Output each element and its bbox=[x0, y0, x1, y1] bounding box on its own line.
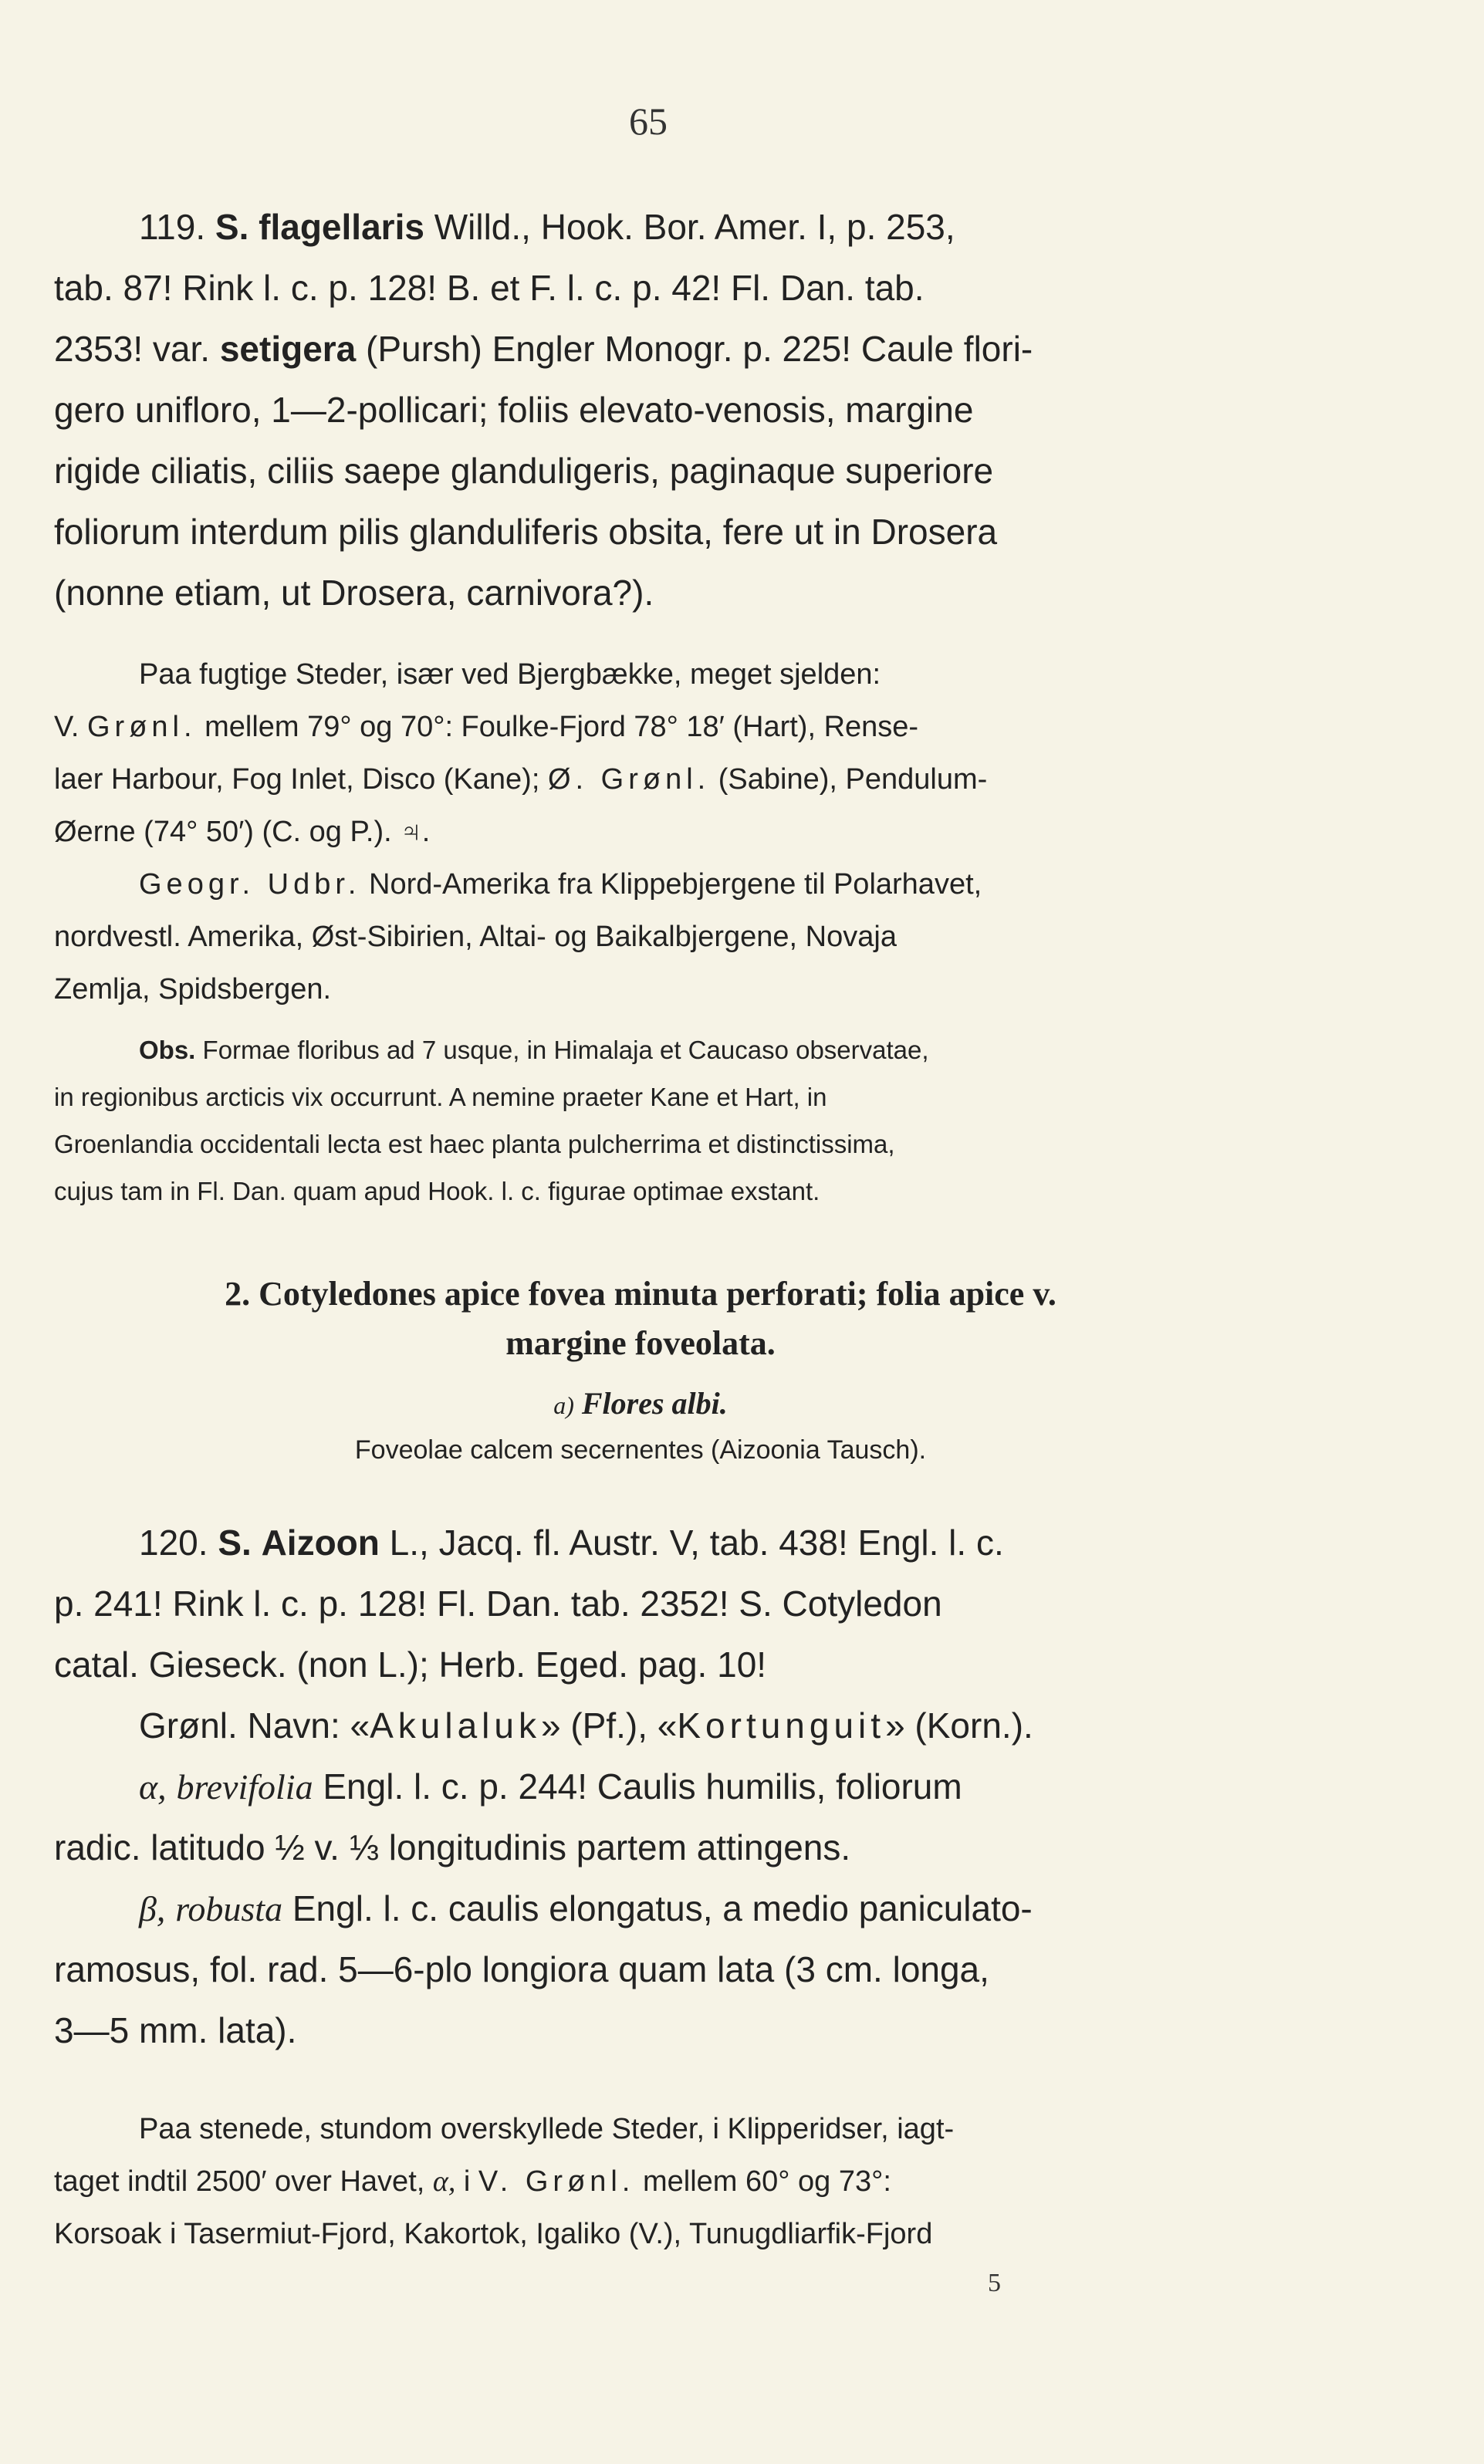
subsection-description: Foveolae calcem secernentes (Aizoonia Tausch). bbox=[354, 1435, 927, 1465]
variety-name: setigera bbox=[219, 329, 357, 369]
entry-119-line: (nonne etiam, ut Drosera, carnivora?). bbox=[54, 573, 654, 613]
variety-name: brevifolia bbox=[176, 1767, 313, 1807]
entry-119-line: rigide ciliatis, ciliis saepe glanduligeris, paginaque superiore bbox=[54, 451, 994, 491]
entry-120 bbox=[54, 1513, 1227, 2061]
section-2-heading bbox=[54, 1269, 1227, 1368]
section-heading-line: margine foveolata. bbox=[505, 1324, 776, 1362]
entry-120-line: β, robusta Engl. l. c. caulis elongatus, a medio paniculato- bbox=[139, 1888, 1033, 1928]
obs-line: Obs. Formae floribus ad 7 usque, in Himalaja et Caucaso observatae, bbox=[139, 1036, 929, 1064]
subsection-title: a) Flores albi. bbox=[553, 1386, 728, 1421]
habitat-line: V. Grønl. mellem 79° og 70°: Foulke-Fjord 78° 18′ (Hart), Rense- bbox=[54, 711, 919, 743]
entry-120-line: Grønl. Navn: «Akulaluk» (Pf.), «Kortunguit» (Korn.). bbox=[139, 1705, 1033, 1746]
species-name: Aizoon bbox=[261, 1523, 380, 1563]
obs-label: Obs. bbox=[139, 1036, 196, 1064]
subsection-a bbox=[54, 1385, 1227, 1465]
entry-119-line: 2353! var. setigera (Pursh) Engler Monogr. p. 225! Caule flori- bbox=[54, 329, 1033, 369]
habitat-120 bbox=[54, 2103, 1227, 2260]
habitat-line: Paa stenede, stundom overskyllede Steder, i Klipperidser, iagt- bbox=[139, 2113, 955, 2145]
distribution-line: nordvestl. Amerika, Øst-Sibirien, Altai- og Baikalbjergene, Novaja bbox=[54, 921, 897, 953]
entry-120-line: radic. latitudo ½ v. ⅓ longitudinis partem attingens. bbox=[54, 1827, 851, 1867]
entry-120-line: 120. S. Aizoon L., Jacq. fl. Austr. V, tab. 438! Engl. l. c. bbox=[139, 1523, 1004, 1563]
page-number: 65 bbox=[629, 100, 668, 143]
habitat-line: laer Harbour, Fog Inlet, Disco (Kane); Ø. Grønl. (Sabine), Pendulum- bbox=[54, 763, 988, 796]
entry-120-line: catal. Gieseck. (non L.); Herb. Eged. pag. 10! bbox=[54, 1644, 767, 1685]
obs-line: in regionibus arcticis vix occurrunt. A nemine praeter Kane et Hart, in bbox=[54, 1083, 827, 1111]
observation-note bbox=[54, 1026, 1227, 1215]
variety-name: robusta bbox=[175, 1889, 283, 1928]
entry-119-line: gero unifloro, 1—2-pollicari; foliis elevato-venosis, margine bbox=[54, 390, 974, 430]
entry-119 bbox=[54, 197, 1227, 624]
habitat-line: Paa fugtige Steder, især ved Bjergbække, meget sjelden: bbox=[139, 658, 881, 691]
obs-line: Groenlandia occidentali lecta est haec planta pulcherrima et distinctissima, bbox=[54, 1130, 895, 1158]
habitat-119 bbox=[54, 648, 1227, 1016]
habitat-line: taget indtil 2500′ over Havet, α, i V. Grønl. mellem 60° og 73°: bbox=[54, 2165, 891, 2198]
entry-120-line: 3—5 mm. lata). bbox=[54, 2010, 297, 2050]
entry-120-line: α, brevifolia Engl. l. c. p. 244! Caulis humilis, foliorum bbox=[139, 1766, 962, 1807]
distribution-line: Zemlja, Spidsbergen. bbox=[54, 973, 332, 1006]
obs-line: cujus tam in Fl. Dan. quam apud Hook. l. c. figurae optimae exstant. bbox=[54, 1177, 820, 1205]
entry-119-line: 119. S. flagellaris Willd., Hook. Bor. Amer. I, p. 253, bbox=[139, 207, 955, 247]
signature-mark: 5 bbox=[988, 2269, 1001, 2297]
entry-119-line: foliorum interdum pilis glanduliferis obsita, fere ut in Drosera bbox=[54, 512, 998, 552]
entry-120-line: ramosus, fol. rad. 5—6-plo longiora quam lata (3 cm. longa, bbox=[54, 1949, 989, 1989]
species-name: flagellaris bbox=[259, 207, 424, 247]
section-heading-line: 2. Cotyledones apice fovea minuta perforati; folia apice v. bbox=[225, 1275, 1056, 1313]
entry-119-line: tab. 87! Rink l. c. p. 128! B. et F. l. c. p. 42! Fl. Dan. tab. bbox=[54, 268, 925, 308]
habitat-line: Korsoak i Tasermiut-Fjord, Kakortok, Igaliko (V.), Tunugdliarfik-Fjord bbox=[54, 2218, 933, 2250]
distribution-line: Geogr. Udbr. Nord-Amerika fra Klippebjergene til Polarhavet, bbox=[139, 868, 982, 901]
habitat-line: Øerne (74° 50′) (C. og P.). ♃. bbox=[54, 816, 431, 848]
entry-120-line: p. 241! Rink l. c. p. 128! Fl. Dan. tab. 2352! S. Cotyledon bbox=[54, 1584, 942, 1624]
